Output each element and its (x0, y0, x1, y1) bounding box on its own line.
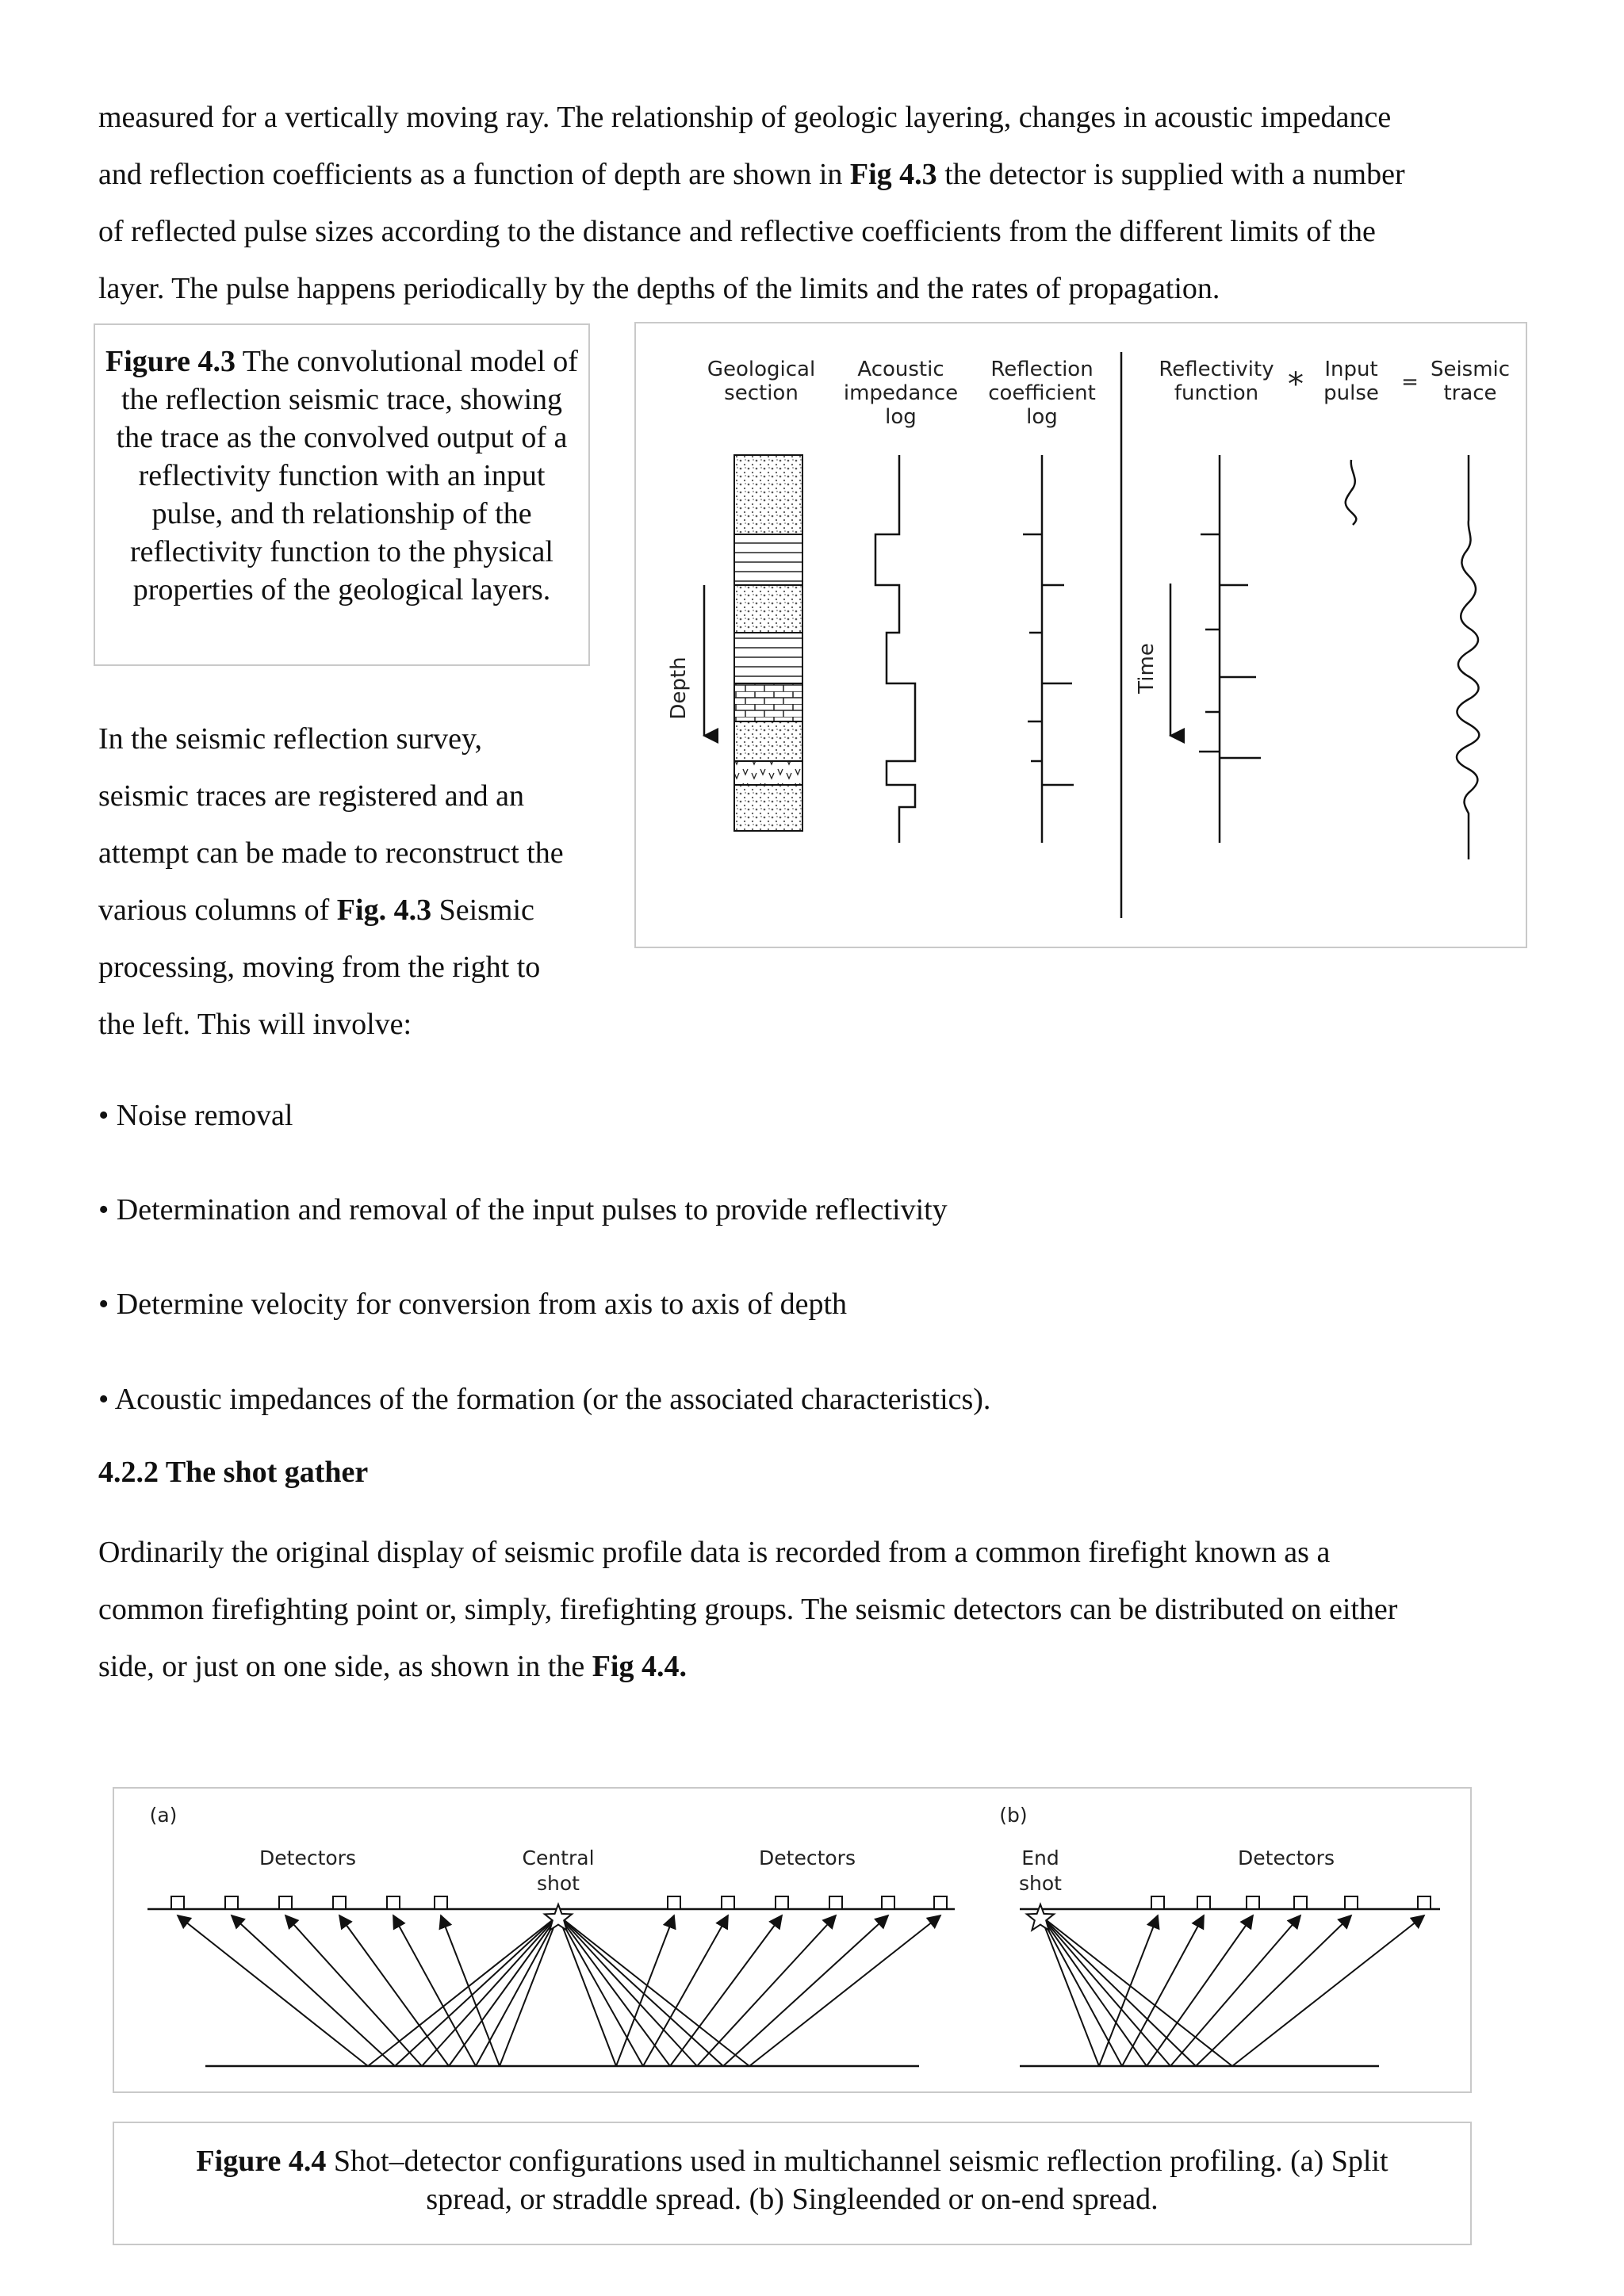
fig44a-detectors-right-label: Detectors (759, 1846, 856, 1869)
geological-column (734, 455, 802, 831)
fig44-diagram (114, 1789, 1470, 2091)
shot-line-2: common firefighting point or, simply, firefighting groups. The seismic detectors can be distributed on either (98, 1593, 1398, 1626)
fig44-figure (113, 1787, 1472, 2093)
col-reflection-label-1: Reflection (990, 358, 1094, 381)
fig44b-detector-2 (1197, 1896, 1210, 1909)
col-geological-label-2: section (724, 381, 799, 405)
intro-line-4: layer. The pulse happens periodically by the depths of the limits and the rates of propagation. (98, 272, 1220, 305)
fig44b-detector-4 (1294, 1896, 1307, 1909)
col-input-pulse-label-1: Input (1324, 358, 1378, 381)
fig44a-detector-10 (829, 1896, 842, 1909)
col-input-pulse-label-2: pulse (1323, 381, 1379, 405)
intro-line-2: and reflection coefficients as a function of depth are shown in Fig 4.3 the detector is supplied with a number (98, 158, 1405, 191)
fig44a-ray-up-8 (643, 1915, 728, 2066)
fig44a-detector-11 (882, 1896, 894, 1909)
fig44a-detector-6 (435, 1896, 447, 1909)
col-reflection-label-2: coefficient (988, 381, 1096, 405)
fig44a-ray-down-5 (476, 1915, 558, 2066)
fig44b-label: (b) (999, 1804, 1028, 1827)
shot-line-3: side, or just on one side, as shown in the Fig 4.4. (98, 1650, 687, 1683)
fig44a-ray-down-4 (449, 1915, 558, 2066)
side-line-4: various columns of Fig. 4.3 Seismic (98, 894, 534, 927)
fig44b-ray-up-1 (1099, 1915, 1158, 2066)
col-acoustic-label-1: Acoustic (857, 358, 944, 381)
shot-line-1: Ordinarily the original display of seismic profile data is recorded from a common firefight known as a (98, 1536, 1331, 1569)
fig44b-detector-1 (1151, 1896, 1164, 1909)
fig44a-ray-up-7 (616, 1915, 674, 2066)
fig44a-detector-2 (225, 1896, 238, 1909)
fig43-caption: Figure 4.3 The convolutional model of the reflection seismic trace, showing the trace as the convolved output of a reflectivity function with an input pulse, and th relationship of the reflectivity function to the physical properties of the geological layers. (105, 345, 578, 607)
fig44a-ray-up-10 (697, 1915, 836, 2066)
fig44a-detector-9 (776, 1896, 788, 1909)
fig44-reference: Fig 4.4. (592, 1650, 687, 1683)
fig44a-central-shot-label-1: Central (522, 1846, 595, 1869)
col-reflectivity-label-1: Reflectivity (1159, 358, 1274, 381)
fig44a-label: (a) (149, 1804, 178, 1827)
col-acoustic-label-2: impedance (843, 381, 959, 405)
intro-paragraph (98, 89, 1549, 317)
fig44a-detector-3 (279, 1896, 292, 1909)
fig43-reference: Fig 4.3 (849, 158, 937, 191)
side-line-3: attempt can be made to reconstruct the (98, 836, 564, 870)
fig44a-ray-up-11 (723, 1915, 888, 2066)
fig44a-ray-up-3 (285, 1915, 422, 2066)
intro-line-1: measured for a vertically moving ray. The relationship of geologic layering, changes in acoustic impedance (98, 101, 1392, 134)
fig44a-detector-8 (722, 1896, 734, 1909)
bullet-velocity: • Determine velocity for conversion from axis to axis of depth (98, 1288, 848, 1321)
fig44b-detector-3 (1247, 1896, 1259, 1909)
col-geological-label-1: Geological (707, 358, 816, 381)
fig43-diagram (636, 323, 1526, 947)
fig44a-ray-up-9 (670, 1915, 782, 2066)
side-line-6: the left. This will involve: (98, 1008, 412, 1041)
convolution-operator: * (1288, 366, 1304, 403)
col-acoustic-label-3: log (885, 405, 917, 429)
fig44a-ray-down-11 (558, 1915, 723, 2066)
section-heading: 4.2.2 The shot gather (98, 1456, 369, 1489)
fig44b-end-shot-label-1: End (1021, 1846, 1059, 1869)
fig44a-ray-up-1 (178, 1915, 368, 2066)
intro-line-3: of reflected pulse sizes according to the distance and reflective coefficients from the different limits of the (98, 215, 1376, 248)
bullet-input-pulse-removal: • Determination and removal of the input pulses to provide reflectivity (98, 1193, 948, 1226)
col-seismic-trace-label-2: trace (1443, 381, 1497, 405)
reflectivity-function (1199, 455, 1261, 843)
side-line-5: processing, moving from the right to (98, 951, 541, 984)
fig44a-detector-12 (934, 1896, 947, 1909)
col-reflectivity-label-2: function (1174, 381, 1259, 405)
fig44b-ray-down-2 (1040, 1915, 1122, 2066)
time-axis-label: Time (1135, 643, 1159, 694)
bullet-acoustic-impedance: • Acoustic impedances of the formation (or the associated characteristics). (98, 1383, 991, 1416)
reflection-coefficient-log (1023, 455, 1074, 843)
fig44b-detectors-label: Detectors (1238, 1846, 1335, 1869)
fig44a-detector-7 (668, 1896, 680, 1909)
fig44a-ray-down-10 (558, 1915, 697, 2066)
acoustic-impedance-log (875, 455, 915, 843)
fig44a-detector-5 (387, 1896, 400, 1909)
fig44b-ray-down-3 (1040, 1915, 1147, 2066)
side-line-1: In the seismic reflection survey, (98, 722, 482, 756)
fig44b-ray-down-5 (1040, 1915, 1196, 2066)
fig44a-ray-up-12 (749, 1915, 940, 2066)
shot-gather-paragraph (98, 1524, 1557, 1695)
fig44a-ray-up-2 (232, 1915, 395, 2066)
fig43-caption-box (94, 323, 590, 666)
fig44a-ray-down-2 (395, 1915, 558, 2066)
fig44b-detector-5 (1345, 1896, 1358, 1909)
fig44a-detector-1 (171, 1896, 184, 1909)
col-reflection-label-3: log (1026, 405, 1058, 429)
equals-operator: = (1401, 370, 1419, 394)
fig44-caption: Figure 4.4 Shot–detector configurations used in multichannel seismic reflection profiling. (a) Split spread, or straddle spread. (b) Singleended or on-end spread. (196, 2145, 1388, 2216)
fig44-caption-box (113, 2122, 1472, 2245)
fig44b-end-shot-label-2: shot (1019, 1872, 1062, 1895)
fig44a-detector-4 (333, 1896, 346, 1909)
depth-axis-label: Depth (667, 656, 691, 720)
fig44a-ray-down-8 (558, 1915, 643, 2066)
fig44b-ray-down-4 (1040, 1915, 1170, 2066)
input-pulse-wavelet (1346, 460, 1357, 525)
fig44b-detector-6 (1418, 1896, 1431, 1909)
seismic-trace (1457, 455, 1479, 859)
side-line-2: seismic traces are registered and an (98, 779, 525, 813)
fig44b-ray-up-4 (1170, 1915, 1300, 2066)
col-seismic-trace-label-1: Seismic (1430, 358, 1511, 381)
fig44a-ray-up-4 (339, 1915, 449, 2066)
bullet-noise-removal: • Noise removal (98, 1099, 293, 1132)
fig44a-detectors-left-label: Detectors (259, 1846, 356, 1869)
side-paragraph (98, 710, 622, 1053)
fig44-ray-geometry (147, 1896, 1440, 2066)
fig44a-central-shot-label-2: shot (537, 1872, 580, 1895)
fig43-figure (634, 322, 1527, 948)
